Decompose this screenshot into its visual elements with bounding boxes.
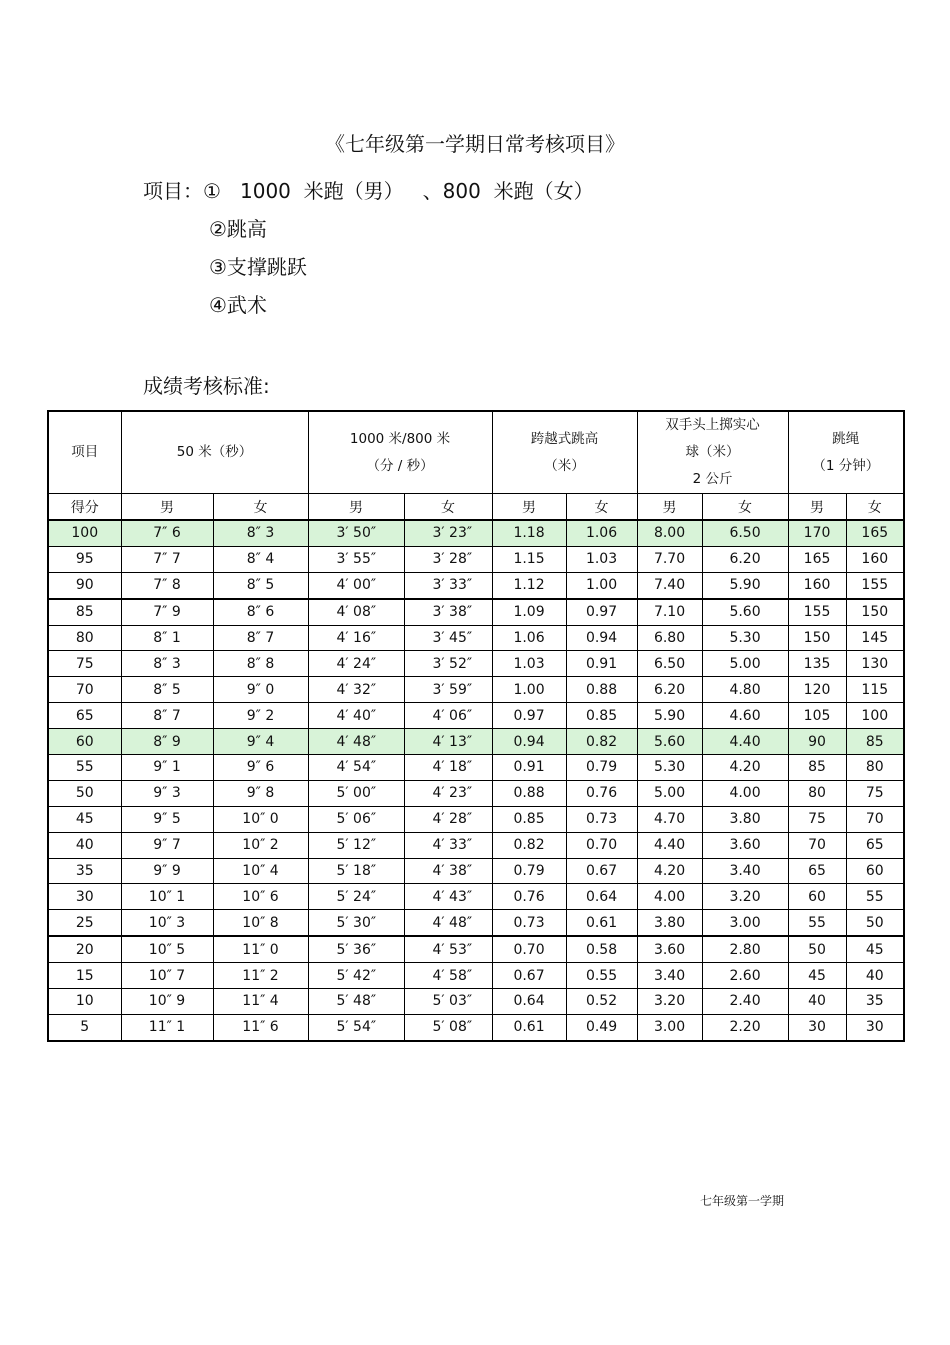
value-cell: 0.91 (566, 651, 637, 677)
value-cell: 2.40 (702, 989, 788, 1015)
value-cell: 1.15 (492, 546, 566, 572)
table-row (48, 910, 904, 936)
score-cell: 40 (48, 832, 121, 858)
value-cell: 5.90 (702, 572, 788, 598)
item-running: 项目：① 1000 米跑（男） 、800 米跑（女） (143, 179, 594, 203)
value-cell: 0.70 (566, 832, 637, 858)
value-cell: 4′ 53″ (404, 936, 492, 962)
value-cell: 80 (846, 755, 904, 781)
value-cell: 10″ 9 (121, 989, 213, 1015)
value-cell: 9″ 1 (121, 755, 213, 781)
value-cell: 3′ 52″ (404, 651, 492, 677)
value-cell: 4′ 13″ (404, 729, 492, 755)
value-cell: 4′ 23″ (404, 780, 492, 806)
value-cell: 1.00 (492, 677, 566, 703)
score-cell: 80 (48, 625, 121, 651)
value-cell: 4′ 06″ (404, 703, 492, 729)
score-cell: 5 (48, 1014, 121, 1040)
value-cell: 0.76 (566, 780, 637, 806)
value-cell: 145 (846, 625, 904, 651)
value-cell: 0.52 (566, 989, 637, 1015)
value-cell: 1.09 (492, 599, 566, 625)
value-cell: 155 (846, 572, 904, 598)
value-cell: 0.94 (492, 729, 566, 755)
value-cell: 9″ 3 (121, 780, 213, 806)
value-cell: 6.80 (637, 625, 702, 651)
value-cell: 5′ 06″ (308, 806, 404, 832)
value-cell: 30 (846, 1014, 904, 1040)
item-wushu: ④武术 (209, 293, 267, 317)
value-cell: 40 (846, 963, 904, 989)
header-50m: 50 米（秒） (121, 411, 308, 494)
value-cell: 4′ 58″ (404, 963, 492, 989)
value-cell: 5′ 42″ (308, 963, 404, 989)
value-cell: 4′ 08″ (308, 599, 404, 625)
score-cell: 20 (48, 936, 121, 962)
value-cell: 165 (788, 546, 846, 572)
header-run (308, 411, 492, 494)
value-cell: 2.20 (702, 1014, 788, 1040)
value-cell: 5′ 00″ (308, 780, 404, 806)
value-cell: 0.79 (566, 755, 637, 781)
value-cell: 45 (788, 963, 846, 989)
value-cell: 0.94 (566, 625, 637, 651)
value-cell: 3′ 23″ (404, 520, 492, 546)
score-cell: 50 (48, 780, 121, 806)
value-cell: 3′ 50″ (308, 520, 404, 546)
value-cell: 4.00 (637, 884, 702, 910)
item-vault: ③支撑跳跃 (209, 255, 307, 279)
value-cell: 8.00 (637, 520, 702, 546)
value-cell: 10″ 3 (121, 910, 213, 936)
value-cell: 5.90 (637, 703, 702, 729)
header-high-jump (492, 411, 637, 494)
value-cell: 150 (788, 625, 846, 651)
score-cell: 10 (48, 989, 121, 1015)
page-title: 《七年级第一学期日常考核项目》 (325, 132, 625, 156)
table-row (48, 832, 904, 858)
value-cell: 3′ 45″ (404, 625, 492, 651)
value-cell: 170 (788, 520, 846, 546)
value-cell: 0.79 (492, 858, 566, 884)
value-cell: 4.80 (702, 677, 788, 703)
value-cell: 5′ 54″ (308, 1014, 404, 1040)
score-cell: 85 (48, 599, 121, 625)
score-cell: 55 (48, 755, 121, 781)
value-cell: 11″ 4 (213, 989, 308, 1015)
value-cell: 9″ 4 (213, 729, 308, 755)
table-row (48, 572, 904, 598)
value-cell: 3.80 (637, 910, 702, 936)
value-cell: 5′ 48″ (308, 989, 404, 1015)
value-cell: 10″ 7 (121, 963, 213, 989)
score-cell: 90 (48, 572, 121, 598)
value-cell: 135 (788, 651, 846, 677)
table-row (48, 755, 904, 781)
value-cell: 1.06 (566, 520, 637, 546)
value-cell: 5′ 03″ (404, 989, 492, 1015)
table-row (48, 936, 904, 962)
value-cell: 0.67 (566, 858, 637, 884)
value-cell: 3′ 55″ (308, 546, 404, 572)
value-cell: 7″ 9 (121, 599, 213, 625)
value-cell: 45 (846, 936, 904, 962)
score-cell: 60 (48, 729, 121, 755)
value-cell: 75 (846, 780, 904, 806)
value-cell: 9″ 7 (121, 832, 213, 858)
value-cell: 4.40 (637, 832, 702, 858)
value-cell: 40 (788, 989, 846, 1015)
value-cell: 3.20 (702, 884, 788, 910)
value-cell: 80 (788, 780, 846, 806)
sub-header-gender: 男 (788, 494, 846, 521)
value-cell: 6.20 (637, 677, 702, 703)
value-cell: 9″ 9 (121, 858, 213, 884)
value-cell: 10″ 4 (213, 858, 308, 884)
table-row (48, 546, 904, 572)
value-cell: 7.70 (637, 546, 702, 572)
sub-header-gender: 女 (702, 494, 788, 521)
value-cell: 2.60 (702, 963, 788, 989)
value-cell: 7″ 8 (121, 572, 213, 598)
value-cell: 0.67 (492, 963, 566, 989)
table-body (48, 520, 904, 1041)
value-cell: 3′ 28″ (404, 546, 492, 572)
value-cell: 5.00 (702, 651, 788, 677)
value-cell: 90 (788, 729, 846, 755)
standard-label: 成绩考核标准: (143, 374, 270, 398)
value-cell: 10″ 8 (213, 910, 308, 936)
value-cell: 4′ 32″ (308, 677, 404, 703)
value-cell: 2.80 (702, 936, 788, 962)
footer-text: 七年级第一学期 (700, 1194, 785, 1208)
value-cell: 5.60 (702, 599, 788, 625)
value-cell: 8″ 7 (121, 703, 213, 729)
value-cell: 55 (846, 884, 904, 910)
value-cell: 3.00 (637, 1014, 702, 1040)
value-cell: 150 (846, 599, 904, 625)
value-cell: 9″ 2 (213, 703, 308, 729)
value-cell: 85 (846, 729, 904, 755)
value-cell: 1.06 (492, 625, 566, 651)
table-row (48, 703, 904, 729)
table-row (48, 651, 904, 677)
header-rope-line1: 跳绳 (832, 430, 860, 447)
value-cell: 8″ 5 (213, 572, 308, 598)
value-cell: 7″ 7 (121, 546, 213, 572)
value-cell: 0.97 (566, 599, 637, 625)
value-cell: 8″ 9 (121, 729, 213, 755)
value-cell: 0.88 (566, 677, 637, 703)
header-rope-line2: （1 分钟） (812, 457, 880, 474)
value-cell: 9″ 6 (213, 755, 308, 781)
value-cell: 7.10 (637, 599, 702, 625)
value-cell: 0.88 (492, 780, 566, 806)
value-cell: 4′ 48″ (404, 910, 492, 936)
value-cell: 8″ 8 (213, 651, 308, 677)
value-cell: 60 (788, 884, 846, 910)
value-cell: 3.80 (702, 806, 788, 832)
value-cell: 4′ 24″ (308, 651, 404, 677)
sub-header-gender: 男 (492, 494, 566, 521)
value-cell: 5′ 18″ (308, 858, 404, 884)
value-cell: 35 (846, 989, 904, 1015)
value-cell: 0.55 (566, 963, 637, 989)
value-cell: 100 (846, 703, 904, 729)
value-cell: 0.64 (566, 884, 637, 910)
table-row (48, 806, 904, 832)
table-row (48, 625, 904, 651)
value-cell: 1.18 (492, 520, 566, 546)
value-cell: 4′ 00″ (308, 572, 404, 598)
value-cell: 60 (846, 858, 904, 884)
score-cell: 45 (48, 806, 121, 832)
value-cell: 8″ 1 (121, 625, 213, 651)
sub-header-gender: 男 (637, 494, 702, 521)
value-cell: 10″ 2 (213, 832, 308, 858)
value-cell: 5′ 24″ (308, 884, 404, 910)
value-cell: 155 (788, 599, 846, 625)
table-row (48, 520, 904, 546)
value-cell: 160 (846, 546, 904, 572)
value-cell: 165 (846, 520, 904, 546)
score-cell: 75 (48, 651, 121, 677)
value-cell: 3.60 (702, 832, 788, 858)
value-cell: 70 (788, 832, 846, 858)
value-cell: 4.20 (637, 858, 702, 884)
value-cell: 8″ 6 (213, 599, 308, 625)
value-cell: 4′ 16″ (308, 625, 404, 651)
value-cell: 85 (788, 755, 846, 781)
table-row (48, 884, 904, 910)
header-run-line2: （分 / 秒） (366, 457, 434, 474)
value-cell: 0.70 (492, 936, 566, 962)
value-cell: 65 (846, 832, 904, 858)
value-cell: 3.40 (637, 963, 702, 989)
value-cell: 4.40 (702, 729, 788, 755)
header-item: 项目 (48, 411, 121, 494)
sub-header-gender: 男 (308, 494, 404, 521)
value-cell: 11″ 6 (213, 1014, 308, 1040)
value-cell: 50 (846, 910, 904, 936)
table-row (48, 599, 904, 625)
value-cell: 9″ 8 (213, 780, 308, 806)
value-cell: 4′ 43″ (404, 884, 492, 910)
value-cell: 0.82 (492, 832, 566, 858)
header-ball-line3: 2 公斤 (692, 471, 733, 487)
table-row (48, 858, 904, 884)
value-cell: 0.61 (566, 910, 637, 936)
value-cell: 11″ 1 (121, 1014, 213, 1040)
value-cell: 3.20 (637, 989, 702, 1015)
value-cell: 160 (788, 572, 846, 598)
value-cell: 4.70 (637, 806, 702, 832)
value-cell: 0.85 (492, 806, 566, 832)
value-cell: 55 (788, 910, 846, 936)
sub-header-gender: 男 (121, 494, 213, 521)
value-cell: 1.03 (492, 651, 566, 677)
value-cell: 10″ 0 (213, 806, 308, 832)
value-cell: 6.20 (702, 546, 788, 572)
score-cell: 25 (48, 910, 121, 936)
sub-header-gender: 女 (213, 494, 308, 521)
value-cell: 4′ 33″ (404, 832, 492, 858)
score-cell: 15 (48, 963, 121, 989)
value-cell: 5.30 (637, 755, 702, 781)
value-cell: 8″ 5 (121, 677, 213, 703)
value-cell: 6.50 (702, 520, 788, 546)
items-list (143, 176, 594, 328)
value-cell: 8″ 7 (213, 625, 308, 651)
table-row (48, 677, 904, 703)
value-cell: 7.40 (637, 572, 702, 598)
score-cell: 95 (48, 546, 121, 572)
header-ball-throw (637, 411, 788, 494)
value-cell: 5′ 36″ (308, 936, 404, 962)
value-cell: 4′ 28″ (404, 806, 492, 832)
value-cell: 50 (788, 936, 846, 962)
value-cell: 8″ 3 (121, 651, 213, 677)
value-cell: 5.30 (702, 625, 788, 651)
value-cell: 3′ 59″ (404, 677, 492, 703)
value-cell: 9″ 0 (213, 677, 308, 703)
value-cell: 3′ 38″ (404, 599, 492, 625)
value-cell: 3.40 (702, 858, 788, 884)
value-cell: 1.00 (566, 572, 637, 598)
header-jump-line1: 跨越式跳高 (530, 430, 599, 447)
value-cell: 4′ 54″ (308, 755, 404, 781)
value-cell: 1.03 (566, 546, 637, 572)
value-cell: 4′ 38″ (404, 858, 492, 884)
table-row (48, 1014, 904, 1040)
value-cell: 120 (788, 677, 846, 703)
header-run-line1: 1000 米/800 米 (349, 430, 451, 447)
value-cell: 5′ 08″ (404, 1014, 492, 1040)
value-cell: 4.20 (702, 755, 788, 781)
value-cell: 4′ 18″ (404, 755, 492, 781)
sub-header-gender: 女 (404, 494, 492, 521)
value-cell: 0.85 (566, 703, 637, 729)
sub-header-gender: 女 (566, 494, 637, 521)
value-cell: 5′ 12″ (308, 832, 404, 858)
value-cell: 4′ 40″ (308, 703, 404, 729)
sub-header-row (48, 494, 904, 521)
value-cell: 9″ 5 (121, 806, 213, 832)
value-cell: 0.97 (492, 703, 566, 729)
value-cell: 10″ 5 (121, 936, 213, 962)
value-cell: 105 (788, 703, 846, 729)
item-high-jump: ②跳高 (209, 217, 267, 241)
score-cell: 70 (48, 677, 121, 703)
value-cell: 5.60 (637, 729, 702, 755)
value-cell: 70 (846, 806, 904, 832)
header-rope-skip (788, 411, 904, 494)
value-cell: 0.91 (492, 755, 566, 781)
value-cell: 0.64 (492, 989, 566, 1015)
score-table (47, 410, 905, 1042)
value-cell: 5′ 30″ (308, 910, 404, 936)
value-cell: 8″ 3 (213, 520, 308, 546)
value-cell: 0.61 (492, 1014, 566, 1040)
table-row (48, 729, 904, 755)
value-cell: 115 (846, 677, 904, 703)
table-row (48, 780, 904, 806)
value-cell: 11″ 2 (213, 963, 308, 989)
table-row (48, 963, 904, 989)
header-ball-line2: 球（米） (685, 444, 740, 460)
score-cell: 100 (48, 520, 121, 546)
value-cell: 10″ 6 (213, 884, 308, 910)
value-cell: 5.00 (637, 780, 702, 806)
value-cell: 3.00 (702, 910, 788, 936)
sub-header-score: 得分 (48, 494, 121, 521)
header-ball-line1: 双手头上掷实心 (665, 417, 760, 433)
value-cell: 6.50 (637, 651, 702, 677)
value-cell: 4.60 (702, 703, 788, 729)
value-cell: 10″ 1 (121, 884, 213, 910)
score-cell: 30 (48, 884, 121, 910)
score-cell: 35 (48, 858, 121, 884)
value-cell: 3′ 33″ (404, 572, 492, 598)
value-cell: 0.73 (492, 910, 566, 936)
value-cell: 4.00 (702, 780, 788, 806)
value-cell: 11″ 0 (213, 936, 308, 962)
value-cell: 75 (788, 806, 846, 832)
value-cell: 3.60 (637, 936, 702, 962)
value-cell: 0.82 (566, 729, 637, 755)
value-cell: 0.73 (566, 806, 637, 832)
header-jump-line2: （米） (544, 457, 585, 474)
value-cell: 0.76 (492, 884, 566, 910)
value-cell: 7″ 6 (121, 520, 213, 546)
value-cell: 65 (788, 858, 846, 884)
value-cell: 8″ 4 (213, 546, 308, 572)
value-cell: 0.58 (566, 936, 637, 962)
score-cell: 65 (48, 703, 121, 729)
value-cell: 130 (846, 651, 904, 677)
table-row (48, 989, 904, 1015)
value-cell: 0.49 (566, 1014, 637, 1040)
value-cell: 4′ 48″ (308, 729, 404, 755)
value-cell: 30 (788, 1014, 846, 1040)
sub-header-gender: 女 (846, 494, 904, 521)
value-cell: 1.12 (492, 572, 566, 598)
